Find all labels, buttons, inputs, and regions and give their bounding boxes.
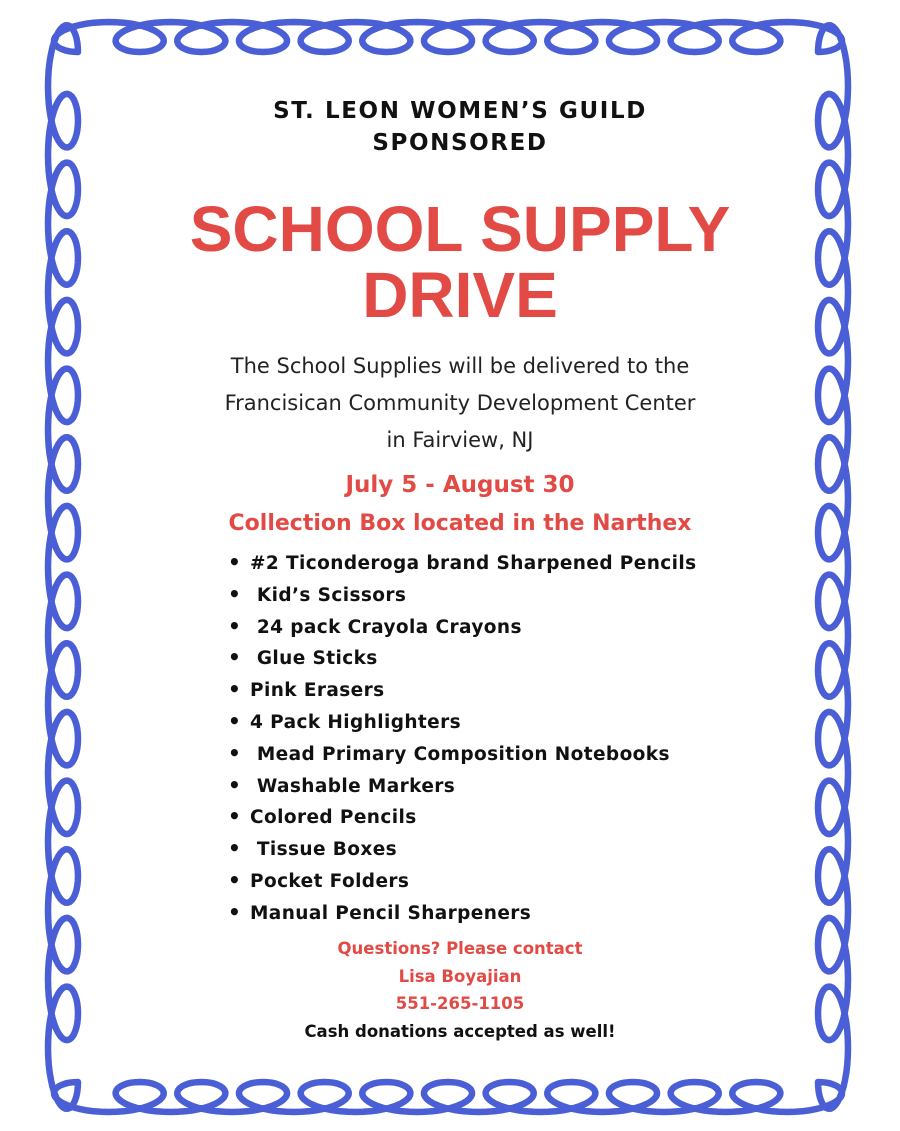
delivery-line-2: Francisican Community Development Center (224, 391, 696, 415)
list-item (228, 897, 697, 929)
bullet-icon: • (228, 645, 242, 670)
delivery-info (140, 348, 780, 459)
drive-dates: July 5 - August 30 (345, 472, 575, 498)
cash-donations-note: Cash donations accepted as well! (304, 1022, 616, 1041)
supply-list (228, 547, 697, 929)
bullet-icon: • (228, 740, 242, 765)
title-line-1: SCHOOL SUPPLY (189, 193, 731, 265)
supply-item-label: Mead Primary Composition Notebooks (250, 743, 670, 765)
sponsor-line-2: SPONSORED (372, 130, 548, 156)
supply-item-label: Pocket Folders (250, 870, 410, 892)
bullet-icon: • (228, 772, 242, 797)
list-item (228, 547, 697, 579)
delivery-line-3: in Fairview, NJ (386, 428, 534, 452)
bullet-icon: • (228, 867, 242, 892)
supply-item-label: #2 Ticonderoga brand Sharpened Pencils (250, 553, 697, 574)
list-item (228, 770, 697, 802)
supply-item-label: Manual Pencil Sharpeners (250, 902, 532, 924)
supply-item-label: Pink Erasers (250, 680, 385, 702)
supply-item-label: Washable Markers (250, 775, 456, 797)
sponsor-heading (150, 95, 770, 159)
contact-block (150, 935, 770, 1018)
list-item (228, 801, 697, 833)
title-line-2: DRIVE (362, 259, 558, 331)
bullet-icon: • (228, 804, 242, 829)
page-title (130, 193, 790, 331)
bullet-icon: • (228, 581, 242, 606)
list-item (228, 833, 697, 865)
supply-item-label: Tissue Boxes (250, 839, 398, 861)
supply-item-label: Colored Pencils (250, 807, 417, 829)
collection-location: Collection Box located in the Narthex (228, 511, 692, 536)
list-item (228, 642, 697, 674)
supply-item-label: Kid’s Scissors (250, 584, 407, 606)
list-item (228, 611, 697, 643)
list-item (228, 579, 697, 611)
contact-name: Lisa Boyajian (398, 966, 522, 986)
delivery-line-1: The School Supplies will be delivered to the (230, 354, 690, 378)
bullet-icon: • (228, 613, 242, 638)
bullet-icon: • (228, 550, 242, 574)
bullet-icon: • (228, 677, 242, 702)
supply-item-label: 4 Pack Highlighters (250, 711, 462, 733)
list-item (228, 706, 697, 738)
list-item (228, 674, 697, 706)
sponsor-line-1: ST. LEON WOMEN’S GUILD (273, 98, 647, 124)
supply-item-label: 24 pack Crayola Crayons (250, 616, 522, 638)
supply-item-label: Glue Sticks (250, 648, 378, 670)
bullet-icon: • (228, 836, 242, 861)
contact-prompt: Questions? Please contact (337, 939, 583, 958)
list-item (228, 738, 697, 770)
contact-phone: 551-265-1105 (395, 994, 525, 1013)
list-item (228, 865, 697, 897)
bullet-icon: • (228, 899, 242, 924)
bullet-icon: • (228, 708, 242, 733)
